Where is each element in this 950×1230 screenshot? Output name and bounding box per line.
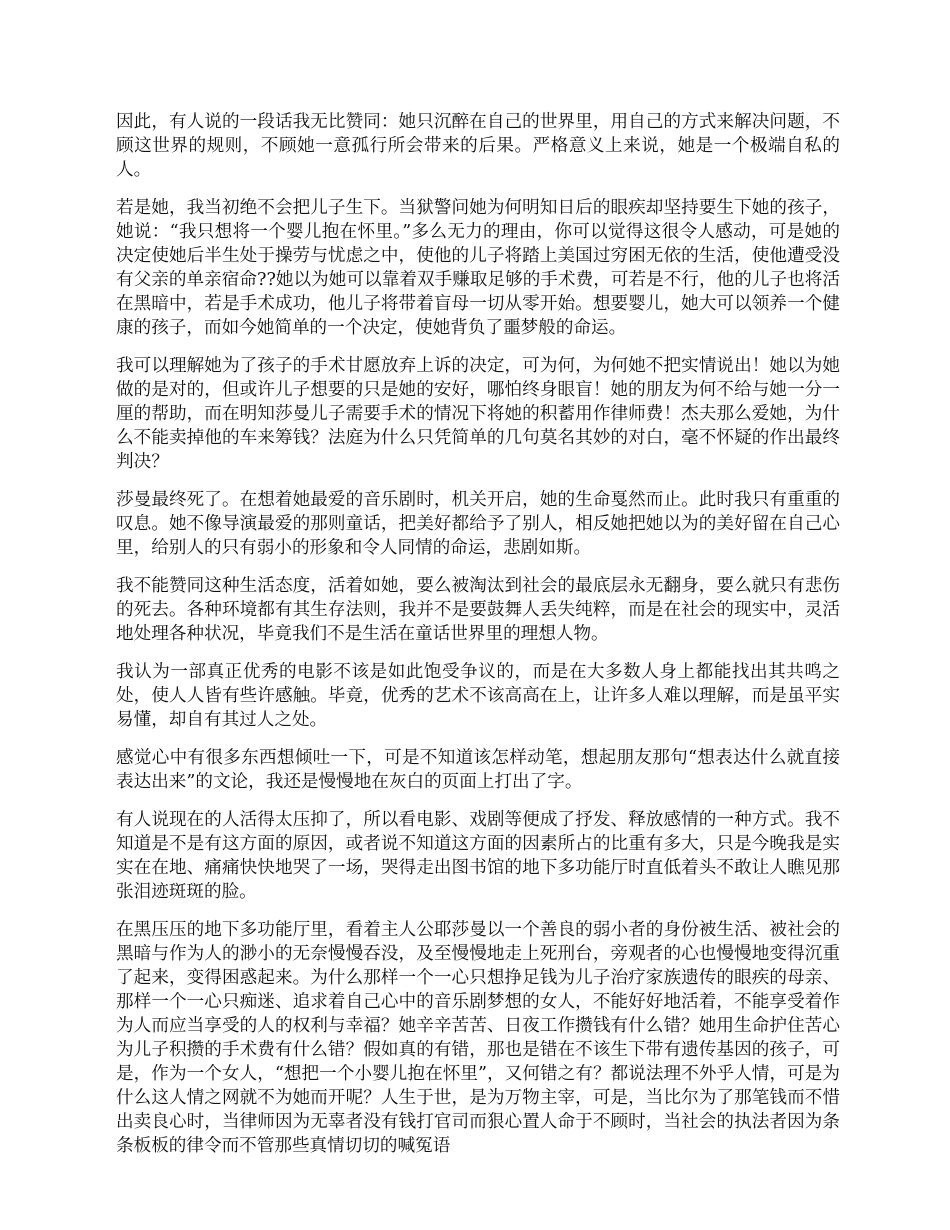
paragraph-3: 我可以理解她为了孩子的手术甘愿放弃上诉的决定，可为何，为何她不把实情说出！她以为她做的是对的，但或许儿子想要的只是她的安好，哪怕终身眼盲！她的朋友为何不给与她一分一厘的帮助，而在明知莎曼儿子需要手术的情况下将她的积蓄用作律师费！杰夫那么爱她，为什么不能卖掉他的车来筹钱？法庭为什么只凭简单的几句莫名其妙的对白，毫不怀疑的作出最终判决？: [116, 356, 840, 472]
paragraph-9: 在黑压压的地下多功能厅里，看着主人公耶莎曼以一个善良的弱小者的身份被生活、被社会的黑暗与作为人的渺小的无奈慢慢吞没，及至慢慢地走上死刑台，旁观者的心也慢慢地变得沉重了起来，变得困惑起来。为什么那样一个一心只想挣足钱为儿子治疗家族遗传的眼疾的母亲、那样一个一心只痴迷、追求着自己心中的音乐剧梦想的女人，不能好好地活着，不能享受着作为人而应当享受的人的权利与幸福？她辛辛苦苦、日夜工作攒钱有什么错？她用生命护住苦心为儿子积攒的手术费有什么错？假如真的有错，那也是错在不该生下带有遗传基因的孩子，可是，作为一个女人，“想把一个小婴儿抱在怀里”，又何错之有？都说法理不外乎人情，可是为什么这人情之网就不为她而开呢？人生于世，是为万物主宰，可是，当比尔为了那笔钱而不惜出卖良心时，当律师因为无辜者没有钱打官司而狠心置人命于不顾时，当社会的执法者因为条条板板的律令而不管那些真情切切的喊冤语: [116, 920, 840, 1156]
paragraph-8: 有人说现在的人活得太压抑了，所以看电影、戏剧等便成了抒发、释放感情的一种方式。我不知道是不是有这方面的原因，或者说不知道这方面的因素所占的比重有多大，只是今晚我是实实在在地、痛痛快快地哭了一场，哭得走出图书馆的地下多功能厅时直低着头不敢让人瞧见那张泪迹斑斑的脸。: [116, 810, 840, 902]
paragraph-6: 我认为一部真正优秀的电影不该是如此饱受争议的，而是在大多数人身上都能找出其共鸣之处，使人人皆有些许感触。毕竟，优秀的艺术不该高高在上，让许多人难以理解，而是虽平实易懂，却自有其过人之处。: [116, 662, 840, 730]
document-body: [116, 110, 840, 1172]
paragraph-1: 因此，有人说的一段话我无比赞同：她只沉醉在自己的世界里，用自己的方式来解决问题，不顾这世界的规则，不顾她一意孤行所会带来的后果。严格意义上来说，她是一个极端自私的人。: [116, 112, 840, 180]
paragraph-7: 感觉心中有很多东西想倾吐一下，可是不知道该怎样动笔，想起朋友那句“想表达什么就直接表达出来”的文论，我还是慢慢地在灰白的页面上打出了字。: [116, 748, 840, 792]
paragraph-2: 若是她，我当初绝不会把儿子生下。当狱警问她为何明知日后的眼疾却坚持要生下她的孩子，她说：“我只想将一个婴儿抱在怀里。”多么无力的理由，你可以觉得这很令人感动，可是她的决定使她后半生处于操劳与忧虑之中，使他的儿子将踏上美国过穷困无依的生活，使他遭受没有父亲的单亲宿命??她以为她可以靠着双手赚取足够的手术费，可若是不行，他的儿子也将活在黑暗中，若是手术成功，他儿子将带着盲母一切从零开始。想要婴儿，她大可以领养一个健康的孩子，而如今她简单的一个决定，使她背负了噩梦般的命运。: [116, 198, 840, 338]
paragraph-4: 莎曼最终死了。在想着她最爱的音乐剧时，机关开启，她的生命戛然而止。此时我只有重重的叹息。她不像导演最爱的那则童话，把美好都给予了别人，相反她把她以为的美好留在自己心里，给别人的只有弱小的形象和令人同情的命运，悲剧如斯。: [116, 490, 840, 558]
paragraph-5: 我不能赞同这种生活态度，活着如她，要么被淘汰到社会的最底层永无翻身，要么就只有悲伤的死去。各种环境都有其生存法则，我并不是要鼓舞人丢失纯粹，而是在社会的现实中，灵活地处理各种状况，毕竟我们不是生活在童话世界里的理想人物。: [116, 576, 840, 644]
